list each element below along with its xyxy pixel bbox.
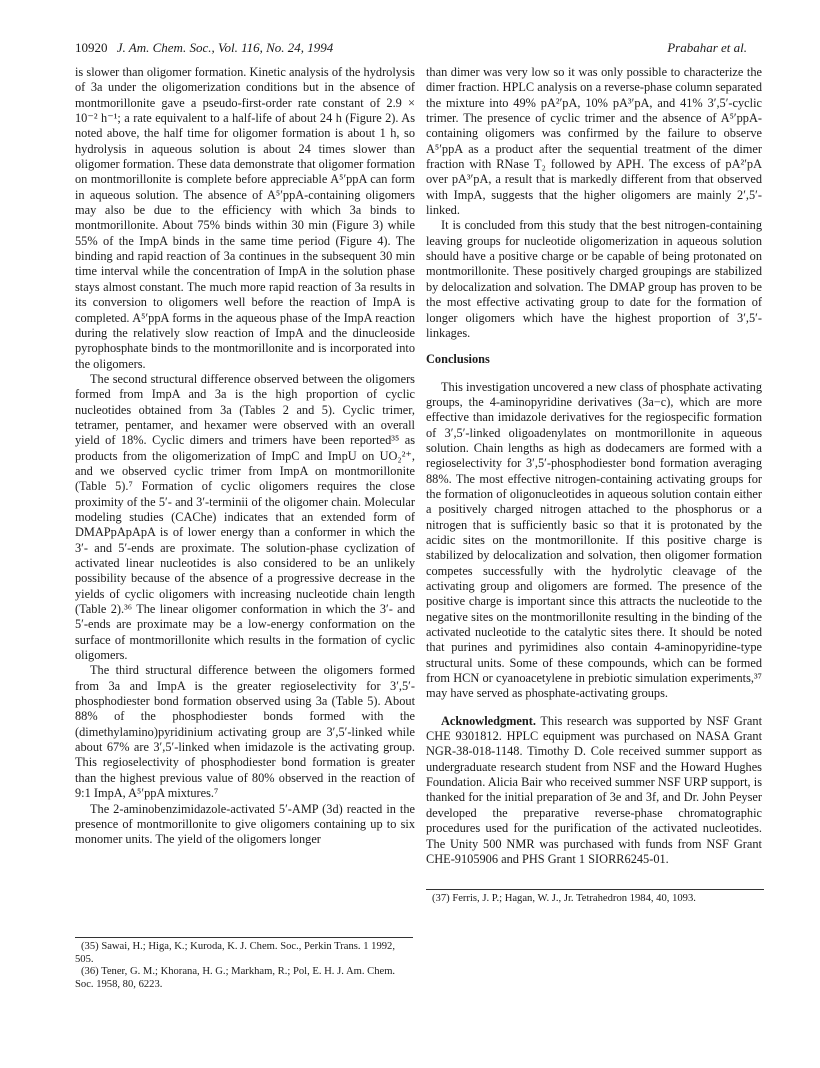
footnote-36: (36) Tener, G. M.; Khorana, H. G.; Markham, R.; Pol, E. H. J. Am. Chem. Soc. 1958, 80, 6223. bbox=[75, 966, 396, 990]
running-header bbox=[75, 40, 747, 58]
left-footnotes bbox=[75, 937, 415, 991]
right-footnotes bbox=[426, 889, 762, 906]
paragraph-dimer-fraction: than dimer was very low so it was only possible to characterize the dimer fraction. HPLC analysis on a reverse-phase column separated the mixture into 49% pA²′pA, 10% pA³′pA, and 41% 3′,5′-cyclic trimer. The presence of cyclic trimer and the absence of A⁵′ppA-containing oligomers was confirmed by the failure to observe A⁵′ppA as a product after the sequential treatment of the dimer fraction with RNase T₂ followed by APH. The excess of pA²′pA over pA³′pA, a result that is markedly different from that observed with ImpA, suggests that the higher oligomers are mainly 2′,5′-linked. bbox=[426, 65, 762, 218]
paragraph-conclusions: This investigation uncovered a new class of phosphate activating groups, the 4-aminopyridine derivatives (3a−c), which are more effective than imidazole derivatives for the regiospecific formation of 3′,5′-linked oligoadenylates on montmorillonite in aqueous solution. Chain lengths as high as dodecamers are formed with a regioselectivity for 3′,5′-phosphodiester bond formation averaging 88%. The most effective nitrogen-containing activating groups for the formation of oligonucleotides in aqueous solution contain either a positively charged nitrogen attached to the phosphorus or a nitrogen that is sufficiently basic so that it is protonated by the acidic sites on the montmorillonite. If this positive charge is stabilized by delocalization and solvation, then oligomer formation competes successfully with the hydrolytic cleavage of the activating group and oligomers are formed. The presence of the positive charge is important since this attracts the nucleotide to the negative sites on the montmorillonite resulting in the binding of the activated nucleotide to the catalytic sites there. It should be noted that purines and pyrimidines also contain 4-aminopyridine-type structural units. Some of these compounds, which can be formed from HCN or cyanoacetylene in prebiotic simulation experiments,³⁷ may have served as phosphate-activating groups. bbox=[426, 379, 762, 701]
paragraph-aminobenzimidazole: The 2-aminobenzimidazole-activated 5′-AMP (3d) reacted in the presence of montmorillonite to give oligomers containing up to six monomer units. The yield of the oligomers longer bbox=[75, 801, 415, 847]
left-text-column bbox=[75, 65, 415, 848]
acknowledgment-heading: Acknowledgment. bbox=[441, 713, 536, 728]
footnote-37: (37) Ferris, J. P.; Hagan, W. J., Jr. Tetrahedron 1984, 40, 1093. bbox=[432, 893, 696, 904]
paragraph-cyclic-nucleotides: The second structural difference observed between the oligomers formed from ImpA and 3a is the high proportion of cyclic nucleotides obtained from 3a (Tables 2 and 5). Cyclic trimer, tetramer, pentamer, and hexamer were observed with an overall yield of 18%. Cyclic dimers and trimers have been reported³⁵ as products from the oligomerization of ImpC and ImpU on UO₂²⁺, and we observed cyclic trimer from ImpA on montmorillonite (Table 5).⁷ Formation of cyclic oligomers requires the close proximity of the 5′- and 3′-terminii of the oligomer chain. Molecular modeling studies (CAChe) indicates that an extended form of DMAPpApApA is of lower energy than a conformer in which the 3′- and 5′-ends are proximate. The solution-phase cyclization of activated linear nucleotides is also considered to be an unlikely possibility because of the absence of a progressive decrease in the yields of cyclic oligomers with increasing nucleotide chain length (Table 2).³⁶ The linear oligomer conformation in which the 3′- and 5′-ends are proximate may be a low-energy conformation on the surface of montmorillonite which results in the formation of cyclic oligomers. bbox=[75, 371, 415, 663]
paragraph-leaving-groups: It is concluded from this study that the best nitrogen-containing leaving groups for nucleotide oligomerization in aqueous solution should have a positive charge or be capable of being protonated on montmorillonite. These positively charged groupings are stabilized by delocalization and solvation. The DMAP group has proven to be the most effective activating group to date for the formation of longer oligomers which have the highest proportion of 3′,5′-linkages. bbox=[426, 218, 762, 340]
footnote-rule bbox=[75, 937, 413, 938]
footnote-rule bbox=[426, 889, 764, 890]
running-authors: Prabahar et al. bbox=[667, 40, 747, 55]
paragraph-hydrolysis: is slower than oligomer formation. Kinetic analysis of the hydrolysis of 3a under the oligomerization conditions but in the absence of montmorillonite gave a pseudo-first-order rate constant of 2.9 × 10⁻² h⁻¹; a rate equivalent to a half-life of about 24 h (Figure 2). As noted above, the half time for oligomer formation is about 1 h, so hydrolysis in aqueous solution is about 24 times slower than oligomer formation. These data demonstrate that oligomer formation on montmorillonite is complete before appreciable A⁵′ppA can form in aqueous solution. The absence of A⁵′ppA-containing oligomers may also be due to the efficiency with which 3a binds to montmorillonite. About 75% binds within 30 min (Figure 3) while 55% of the ImpA binds in the same time period (Figure 4). The binding and rapid reaction of 3a continues in the subsequent 30 min time interval while the concentration of ImpA in the solution phase stays almost constant. The much more rapid reaction of 3a results in its conversion to oligomers well before the reaction of ImpA is completed. A⁵′ppA forms in the aqueous phase of the ImpA reaction during the relatively slow reaction of ImpA and the dinucleoside pyrophosphate binds to the montmorillonite and is incorporated into the oligomers. bbox=[75, 65, 415, 371]
page-number: 10920 bbox=[75, 40, 108, 55]
conclusions-heading: Conclusions bbox=[426, 352, 490, 367]
footnote-35: (35) Sawai, H.; Higa, K.; Kuroda, K. J. Chem. Soc., Perkin Trans. 1 1992, 505. bbox=[75, 941, 395, 965]
paragraph-acknowledgment: Acknowledgment. This research was supported by NSF Grant CHE 9301812. HPLC equipment was purchased on NASA Grant NGR-38-018-1148. Timothy D. Cole received summer support as undergraduate research student from NSF and the Howard Hughes Foundation. Alicia Bair who received summer NSF URP support, is thanked for the initial preparation of 3e and 3f, and Dr. John Peyser developed the preparative reverse-phase chromatographic procedures used for the purification of the activated nucleotides. The Unity 500 NMR was purchased with funds from NSF Grant CHE-9105906 and PHS Grant 1 SIORR6245-01. bbox=[426, 713, 762, 866]
journal-citation: J. Am. Chem. Soc., Vol. 116, No. 24, 1994 bbox=[116, 40, 334, 55]
right-text-column bbox=[426, 65, 762, 867]
paragraph-regioselectivity: The third structural difference between the oligomers formed from 3a and ImpA is the greater regioselectivity for 3′,5′-phosphodiester bond formation observed using 3a (Table 5). About 88% of the phosphodiester bonds formed with the (dimethylamino)pyridinium activating group are 3′,5′-linked while about 67% are 3′,5′-linked when imidazole is the activating group. This regioselectivity of phosphodiester bond formation is greater than the highest previous value of 80% observed in the reaction of 9:1 ImpA, A⁵′ppA mixtures.⁷ bbox=[75, 663, 415, 801]
